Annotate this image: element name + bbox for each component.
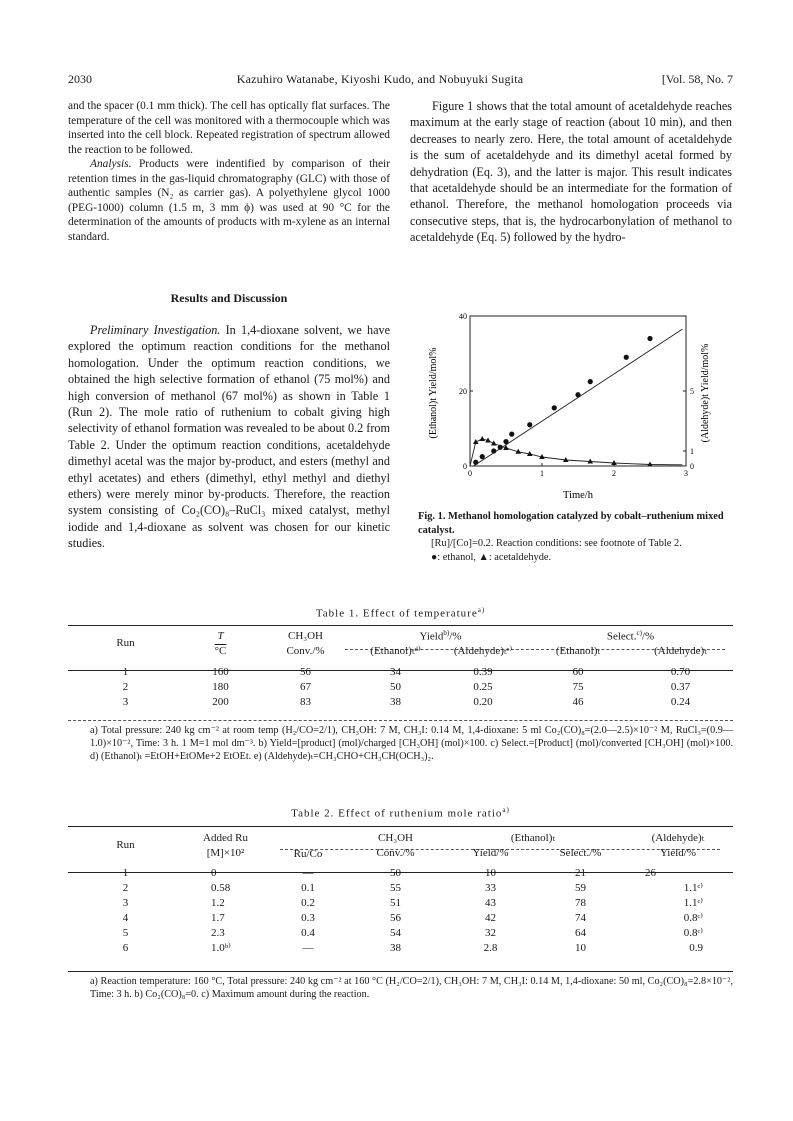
table-row [68, 664, 733, 679]
table1-header-run: Run [116, 637, 135, 649]
cell: 0.37 [670, 680, 691, 693]
table2-bottom-rule [68, 971, 733, 972]
section-heading: Results and Discussion [170, 291, 288, 305]
table2-header-ruco: Ru/Co [293, 848, 323, 860]
prelim-label: Preliminary Investigation. [90, 323, 221, 337]
caption-legend: ●: ethanol, ▲: acetaldehyde. [431, 551, 552, 563]
ethanol-point [491, 448, 496, 453]
table1-header-conv-bottom: Conv./% [286, 644, 325, 657]
ethanol-point [509, 432, 514, 437]
x-axis-label: Time/h [563, 490, 593, 501]
cell: 56 [390, 911, 401, 924]
cell: 64 [575, 926, 586, 939]
prelim-text: In 1,4-dioxane solvent, we have explored the optimum reaction conditions for the methanol homologation. Under the optimum reaction conditions, we obtained the high selective formation of ethanol (75 mol%) and high conversion of methanol (67 mol%) as shown in Table 1 (Run 2). The mole ratio of ruthenium to cobalt giving high selectivity of ethanol formation was revealed to be about 0.2 from Table 2. Under the optimum reaction conditions, acetaldehyde dimethyl acetal was the major by-product, and esters (methyl and ethyl acetates) and ethers (dimethyl, ethyl methyl and diethyl ethers) were merely minor by-products. Therefore, the reaction system consisting of Co₂(CO)₈–RuCl₃ mixed catalyst, methyl iodide and 1,4-dioxane as solvent was chosen for our kinetic studies. [68, 323, 391, 551]
left-column-results [68, 322, 390, 552]
table1-yield-unit: /% [449, 630, 462, 643]
table1 [68, 628, 733, 709]
cell: 0.39 [473, 665, 493, 678]
table2-header-ethanol-group: (Ethanol)ₜ [510, 832, 556, 844]
table-row [68, 679, 733, 694]
cell: 200 [212, 695, 229, 708]
cell: 0.2 [301, 896, 315, 909]
cell: 0.20 [473, 695, 493, 708]
cell: 160 [212, 665, 229, 678]
cell: 1.7 [211, 911, 225, 924]
x-tick-label: 2 [612, 469, 616, 478]
page-number: 2030 [68, 72, 92, 86]
table1-header-t: T [217, 629, 224, 642]
table1-header-ethanol-yield: (Ethanol)ₜᵈ⁾ [370, 645, 421, 657]
cell: 78 [575, 896, 586, 909]
table1-title-text: Table 1. Effect of temperature [315, 607, 478, 620]
paragraph-figure-discussion: Figure 1 shows that the total amount of acetaldehyde reaches maximum at the early stage of reaction (about 10 min), and then decreases to nearly zero. Here, the total amount of acetaldehyde is the sum of acetaldehyde and its dimethyl acetal formed by dehydration (Eq. 3), and the latter is major. This result indicates that acetaldehyde should be an intermediate for the formation of ethanol. Therefore, the methanol homologation proceeds via consecutive steps, that is, the hydrocarbonylation of methanol to acetaldehyde (Eq. 5) followed by the hydro- [410, 99, 732, 245]
y-right-tick-label: 0 [690, 462, 694, 471]
table1-header-yield [353, 628, 528, 643]
table1-select-label: Select. [606, 630, 637, 643]
cell: 1.0ᵇ⁾ [211, 942, 231, 954]
x-tick-label: 0 [468, 469, 472, 478]
cell: 5 [122, 926, 129, 939]
y-axis-label-left: (Ethanol)t Yield/mol% [428, 347, 439, 439]
cell: 2.3 [211, 926, 225, 939]
cell: 2 [122, 881, 129, 894]
acetaldehyde-curve [470, 439, 682, 466]
cell: 0.8ᶜ⁾ [683, 912, 703, 924]
ethanol-point [647, 336, 652, 341]
cell: 51 [390, 896, 401, 909]
table2-header-aldehyde-group: (Aldehyde)ₜ [651, 832, 705, 844]
ethanol-trend-line [474, 329, 683, 466]
table-row [68, 910, 733, 925]
x-tick-label: 3 [684, 469, 688, 478]
ethanol-point [503, 439, 508, 444]
cell: 0.58 [211, 881, 231, 894]
table2-header-select: Select./% [559, 846, 602, 859]
table2-header-added-bottom: [M]×10² [206, 846, 245, 859]
x-tick-label: 1 [540, 469, 544, 478]
y-left-tick-label: 0 [463, 462, 467, 471]
analysis-text: Products were indentified by comparison of their retention times in the gas-liquid chromatography (GLC) with those of authentic samples (N₂ as carrier gas). A polyethylene glycol 1000 (PEG-1000) column (1.5 m, 3 mm ϕ) was used at 90 °C for the determination of the amounts of products with m-xylene as an internal standard. [68, 158, 390, 243]
cell: 2 [122, 680, 129, 693]
cell: 83 [300, 695, 311, 708]
table2-header-added-top: Added Ru [203, 831, 248, 844]
cell: 180 [212, 680, 229, 693]
table1-footnote: a) Total pressure: 240 kg cm⁻² at room temp (H₂/CO=2/1), CH₃OH: 7 M, CH₃I: 0.14 M, 1,4-dioxane: 5 ml Co₂(CO)₈=(2.0—2.5)×10⁻² M, RuCl₃=(0.9—1.0)×10⁻², Time: 3 h. 1 M=1 mol dm⁻³. b) Yield=[product] (mol)/charged [CH₃OH] (mol)×100. c) Select.=[Product] (mol)/converted [CH₃OH] (mol)×100. d) (Ethanol)ₜ =EtOH+EtOMe+2 EtOEt. e) (Aldehyde)ₜ=CH₃CHO+CH₃CH(OCH₃)₂. [90, 725, 733, 763]
table1-select-sup: c) [636, 628, 642, 637]
cell: 4 [122, 911, 129, 924]
table1-title [68, 606, 733, 620]
cell: 0.9 [689, 941, 703, 954]
cell: — [302, 866, 314, 879]
table1-title-sup: a) [477, 606, 486, 614]
table-row [68, 895, 733, 910]
cell: 56 [300, 665, 311, 678]
table-row [68, 925, 733, 940]
plot-frame [470, 316, 686, 466]
cell: 43 [485, 896, 496, 909]
ethanol-point [480, 454, 485, 459]
cell: 34 [390, 665, 401, 678]
table2 [68, 830, 733, 955]
cell: 1.2 [211, 896, 225, 909]
table-row [68, 880, 733, 895]
cell: 0.4 [301, 926, 315, 939]
paragraph-cell-description: and the spacer (0.1 mm thick). The cell has optically flat surfaces. The temperature of the cell was monitored with a thermocouple which was inserted into the cell block. Repeated registration of spectrum allowed the reaction to be followed. [68, 100, 390, 156]
cell: 1.1ᶜ⁾ [683, 897, 703, 909]
table2-header-yield: Yield/% [472, 846, 509, 859]
y-right-tick-label: 5 [690, 387, 694, 396]
cell: 55 [390, 881, 401, 894]
cell: 67 [300, 680, 311, 693]
cell: — [302, 941, 314, 954]
right-column-text [410, 98, 732, 246]
table1-header-aldehyde-yield: (Aldehyde)ₜᵉ⁾ [453, 645, 513, 657]
table-row [68, 940, 733, 955]
cell: 46 [572, 695, 584, 708]
cell: 32 [485, 926, 496, 939]
acetaldehyde-point [479, 436, 485, 441]
volume-info: [Vol. 58, No. 7 [661, 72, 733, 86]
y-left-tick-label: 40 [459, 312, 467, 321]
cell: 3 [122, 896, 129, 909]
table1-header-aldehyde-select: (Aldehyde)ₜ [654, 645, 707, 657]
table1-header-select [528, 628, 733, 643]
cell: 1 [122, 866, 129, 879]
cell: 59 [575, 881, 586, 894]
caption-conditions: [Ru]/[Co]=0.2. Reaction conditions: see footnote of Table 2. [431, 538, 682, 549]
cell: 0.3 [301, 911, 315, 924]
table1-bottom-rule [68, 720, 733, 721]
cell: 6 [122, 941, 129, 954]
cell: 3 [122, 695, 129, 708]
y-left-tick-label: 20 [459, 387, 467, 396]
y-axis-label-right: (Aldehyde)t Yield/mol% [700, 343, 711, 443]
table-row [68, 694, 733, 709]
acetaldehyde-point [491, 441, 497, 446]
cell: 38 [390, 941, 401, 954]
table1-yield-sup: b) [443, 628, 450, 637]
table2-title-sup: a) [502, 806, 510, 814]
figure-caption [418, 510, 738, 564]
cell: 38 [390, 695, 401, 708]
table1-header-t-unit: °C [214, 644, 227, 657]
table1-header-conv-top: CH₃OH [287, 629, 323, 642]
cell: 60 [572, 665, 584, 678]
y-right-tick-label: 1 [690, 447, 694, 456]
analysis-label: Analysis. [90, 158, 132, 170]
cell: 33 [485, 881, 496, 894]
cell: 10 [575, 941, 586, 954]
table1-header-ethanol-select: (Ethanol)ₜ [555, 645, 601, 657]
caption-title: Fig. 1. Methanol homologation catalyzed by cobalt–ruthenium mixed catalyst. [418, 511, 724, 536]
table2-title-text: Table 2. Effect of ruthenium mole ratio [291, 807, 503, 820]
left-column-top [68, 99, 390, 244]
cell: 26 [645, 866, 656, 879]
cell: 74 [575, 911, 586, 924]
cell: 0.24 [670, 695, 691, 708]
table2-footnote: a) Reaction temperature: 160 °C, Total pressure: 240 kg cm⁻² at 160 °C (H₂/CO=2/1), CH₃OH: 7 M, CH₃I: 0.14 M, 1,4-dioxane: 50 ml, Co₂(CO)₈=2.8×10⁻², Time: 3 h. b) Co₂(CO)₈=0. c) Maximum amount during the reaction. [90, 976, 733, 1001]
running-authors: Kazuhiro Watanabe, Kiyoshi Kudo, and Nobuyuki Sugita [236, 72, 524, 86]
table2-top-rule [68, 826, 733, 827]
cell: 10 [485, 866, 496, 879]
cell: 50 [390, 680, 401, 693]
cell: 1.1ᶜ⁾ [683, 882, 703, 894]
cell: 0.25 [473, 680, 493, 693]
table2-title [68, 806, 733, 820]
cell: 50 [390, 866, 401, 879]
cell: 0.1 [301, 881, 315, 894]
table2-header-conv: Conv./% [376, 846, 415, 859]
figure-1-chart [420, 308, 720, 508]
cell: 0 [211, 866, 217, 879]
table2-header-run: Run [116, 839, 135, 851]
cell: 54 [390, 926, 401, 939]
cell: 42 [485, 911, 496, 924]
table2-header-meoh: CH₃OH [377, 831, 413, 844]
ethanol-point [575, 392, 580, 397]
cell: 75 [572, 680, 584, 693]
table2-header-ald-yield: Yield/% [659, 846, 697, 859]
cell: 0.8ᶜ⁾ [683, 927, 703, 939]
ethanol-point [588, 379, 593, 384]
ethanol-point [552, 405, 557, 410]
cell: 21 [575, 866, 586, 879]
table1-yield-label: Yield [419, 630, 444, 643]
table1-select-unit: /% [641, 630, 655, 643]
ethanol-point [473, 460, 478, 465]
cell: 2.8 [483, 941, 498, 954]
ethanol-point [527, 422, 532, 427]
cell: 1 [122, 665, 129, 678]
table1-top-rule [68, 625, 733, 626]
table-row [68, 865, 733, 880]
ethanol-point [624, 355, 629, 360]
cell: 0.70 [670, 665, 691, 678]
